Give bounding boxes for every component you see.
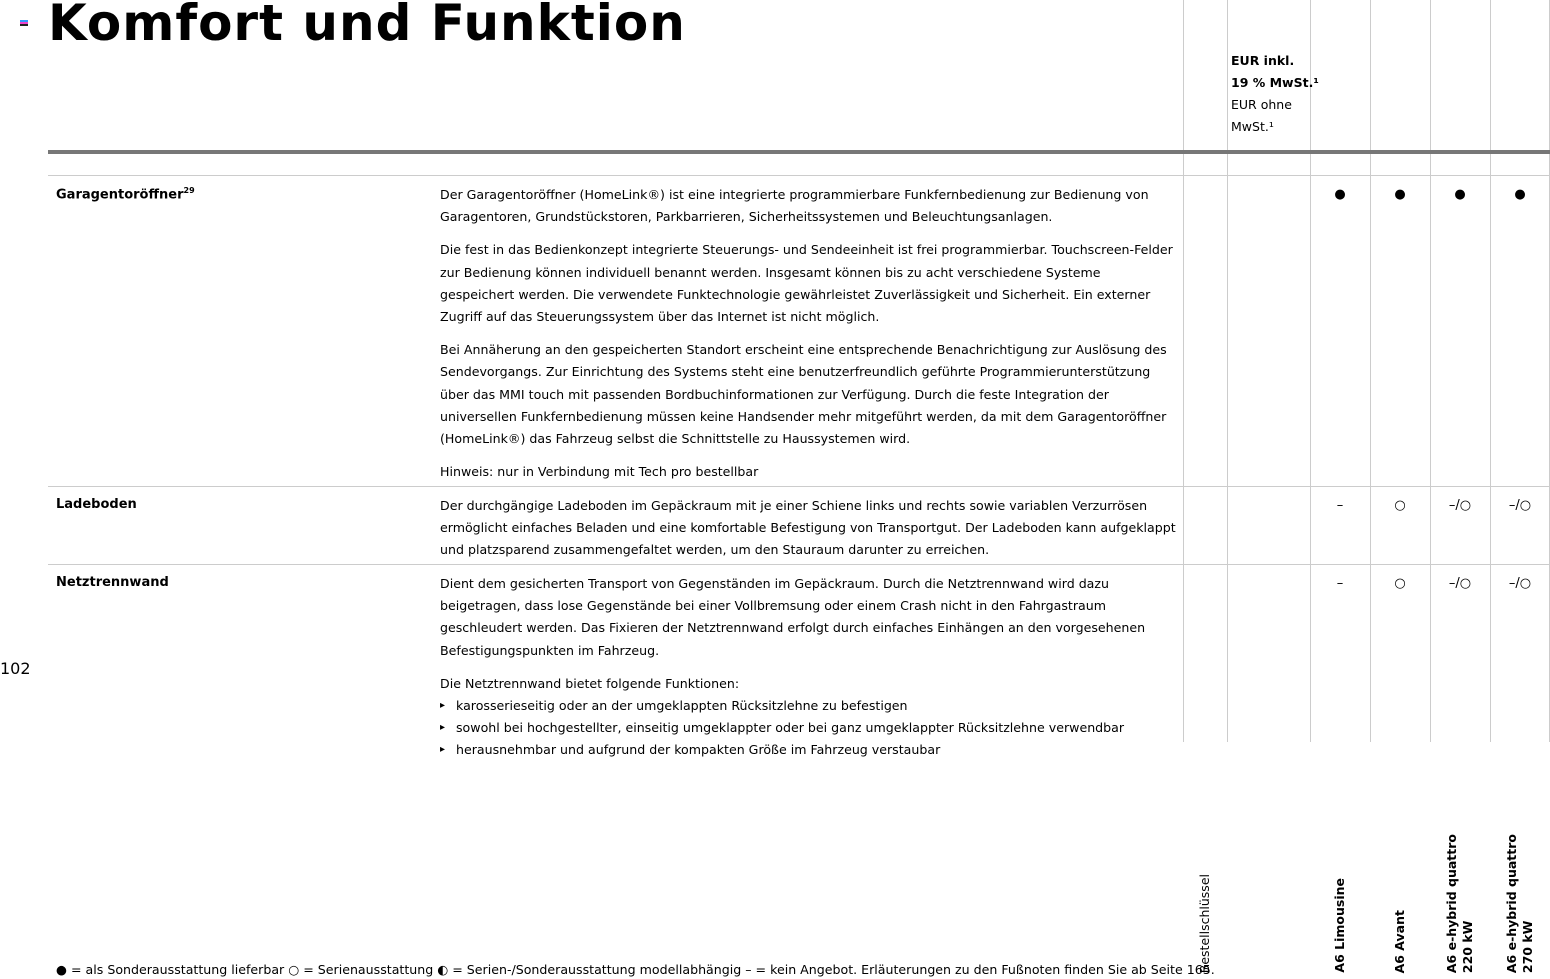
availability-cell: –/○ xyxy=(1448,576,1472,591)
availability-cell: ● xyxy=(1454,187,1466,202)
header-model: A6 e-hybrid quattro 220 kW xyxy=(1444,833,1475,973)
price-incl-label: EUR inkl. xyxy=(1231,53,1295,68)
list-item: ▸ karosserieseitig oder an der umgeklappten Rücksitzlehne zu befestigen xyxy=(440,695,1178,717)
table-row xyxy=(48,486,1550,564)
row-description: Der durchgängige Ladeboden im Gepäckraum mit je einer Schiene links und rechts sowie variablen Verzurrösen ermöglicht einfaches Beladen und eine komfortable Befestigung von Transportgut. Der Ladeboden kann aufgeklappt und platzsparend zusammengefaltet werden, um den Stauraum darunter zu erreichen. xyxy=(440,498,1176,558)
availability-cell: –/○ xyxy=(1508,498,1532,513)
price-excl-label: MwSt.¹ xyxy=(1231,119,1274,134)
page-number: 102 xyxy=(0,659,31,678)
list-item: ▸ sowohl bei hochgestellter, einseitig umgeklappter oder bei ganz umgeklappter Rücksitzlehne verwendbar xyxy=(440,717,1178,739)
legend: ● = als Sonderausstattung lieferbar ○ = Serienausstattung ◐ = Serien-/Sonderausstattung modellabhängig – = kein Angebot. Erläuterungen zu den Fußnoten finden Sie ab Seite 165. xyxy=(56,962,1215,977)
availability-cell: ● xyxy=(1394,187,1406,202)
row-label: Ladeboden xyxy=(56,497,137,512)
list-item: ▸ herausnehmbar und aufgrund der kompakten Größe im Fahrzeug verstaubar xyxy=(440,739,1178,761)
header-rule xyxy=(48,150,1550,154)
price-excl-label: EUR ohne xyxy=(1231,97,1292,112)
feature-list xyxy=(440,695,1178,762)
row-label: Netztrennwand xyxy=(56,575,169,590)
header-price xyxy=(1231,50,1319,138)
header-order-key: Bestellschlüssel xyxy=(1197,873,1212,973)
row-description: Dient dem gesicherten Transport von Gegenständen im Gepäckraum. Durch die Netztrennwand wird dazu beigetragen, dass lose Gegenstände bei einer Vollbremsung oder einem Crash nicht in den Fahrgastraum geschleudert werden. Das Fixieren der Netztrennwand erfolgt durch einfaches Einhängen an den vorgesehenen Befestigungspunkten im Fahrzeug. Die Netztrennwand bietet folgende Funktionen: ▸ karosserieseitig oder an der umgeklappten Rücksitzlehne zu befestigen ▸ sowohl bei hochgestellter, einseitig umgeklappter oder bei ganz umgeklappter Rücksitzlehne verwendbar ▸ herausnehmbar und aufgrund der kompakten Größe im Fahrzeug verstaubar xyxy=(440,573,1178,762)
availability-cell: ○ xyxy=(1394,498,1406,513)
header-model: A6 e-hybrid quattro 270 kW xyxy=(1504,833,1535,973)
availability-cell: – xyxy=(1336,498,1344,513)
table-row xyxy=(48,564,1550,758)
availability-cell: – xyxy=(1336,576,1344,591)
availability-cell: –/○ xyxy=(1508,576,1532,591)
row-description: Der Garagentoröffner (HomeLink®) ist eine integrierte programmierbare Funkfernbedienung zur Bedienung von Garagentoren, Grundstückstoren, Parkbarrieren, Sicherheitssystemen und Beleuchtungsanlagen. Die fest in das Bedienkonzept integrierte Steuerungs- und Sendeeinheit ist frei programmierbar. Touchscreen-Felder zur Bedienung können individuell benannt werden. Insgesamt können bis zu acht verschiedene Systeme gespeichert werden. Die verwendete Funktechnologie gewährleistet Zuverlässigkeit und Sicherheit. Ein externer Zugriff auf das Steuerungssystem über das Internet ist nicht möglich. Bei Annäherung an den gespeicherten Standort erscheint eine entsprechende Benachrichtigung zur Auslösung des Sendevorgangs. Zur Einrichtung des Systems steht eine benutzerfreundlich geführte Programmierunterstützung über das MMI touch mit passenden Bordbuchinformationen zur Verfügung. Durch die feste Integration der universellen Funkfernbedienung müssen keine Handsender mehr mitgeführt werden, da mit dem Garagentoröffner (HomeLink®) das Fahrzeug selbst die Schnittstelle zu Haussystemen wird. Hinweis: nur in Verbindung mit Tech pro bestellbar xyxy=(440,187,1173,480)
availability-cell: ● xyxy=(1514,187,1526,202)
price-incl-label: 19 % MwSt.¹ xyxy=(1231,75,1319,90)
header-model: A6 Avant xyxy=(1392,909,1407,973)
availability-cell: –/○ xyxy=(1448,498,1472,513)
table-row xyxy=(48,175,1550,486)
color-marker xyxy=(20,20,28,27)
availability-cell: ○ xyxy=(1394,576,1406,591)
availability-cell: ● xyxy=(1334,187,1346,202)
row-label: Garagentoröffner$^{29}$ xyxy=(56,186,195,203)
page-title: Komfort und Funktion xyxy=(48,0,686,52)
header-model: A6 Limousine xyxy=(1332,878,1347,973)
